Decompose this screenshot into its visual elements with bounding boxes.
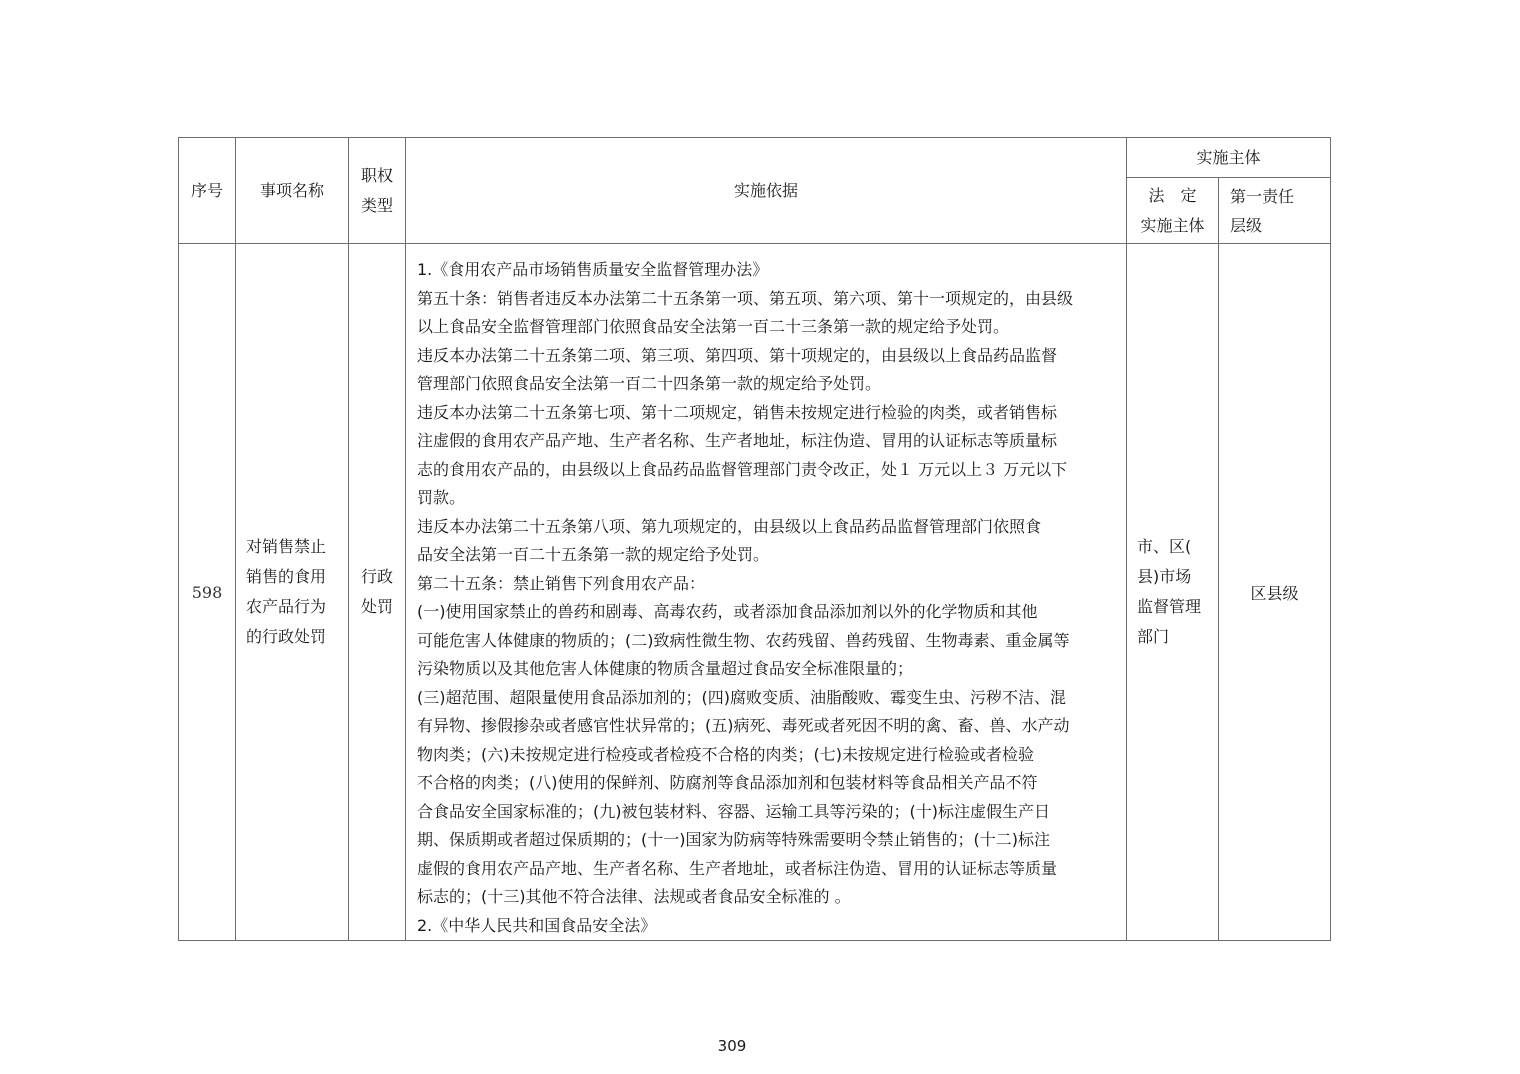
row-first-level: 区县级 xyxy=(1219,244,1331,941)
basis-line: 品安全法第一百二十五条第一款的规定给予处罚。 xyxy=(417,545,770,564)
header-seq: 序号 xyxy=(179,138,236,244)
basis-line: 管理部门依照食品安全法第一百二十四条第一款的规定给予处罚。 xyxy=(417,374,882,393)
header-subject-group: 实施主体 xyxy=(1127,138,1331,178)
row-legal-subject-line: 县)市场 xyxy=(1137,567,1192,586)
basis-line: 污染物质以及其他危害人体健康的物质含量超过食品安全标准限量的； xyxy=(417,659,914,678)
basis-line: 第五十条：销售者违反本办法第二十五条第一项、第五项、第六项、第十一项规定的，由县级 xyxy=(417,288,1074,308)
row-seq: 598 xyxy=(179,244,236,941)
basis-line: 有异物、掺假掺杂或者感官性状异常的；(五)病死、毒死或者死因不明的禽、畜、兽、水产动 xyxy=(417,716,1070,735)
row-legal-subject-line: 部门 xyxy=(1137,627,1170,646)
header-first-level xyxy=(1219,178,1331,244)
basis-line: 标志的；(十三)其他不符合法律、法规或者食品安全标准的 。 xyxy=(417,887,851,906)
header-power-type xyxy=(349,138,406,244)
basis-line: 第二十五条：禁止销售下列食用农产品： xyxy=(417,573,706,593)
basis-line: 罚款。 xyxy=(417,488,466,507)
basis-line: 合食品安全国家标准的；(九)被包装材料、容器、运输工具等污染的；(十)标注虚假生产日 xyxy=(417,801,1050,821)
row-power-type-line: 处罚 xyxy=(360,597,393,616)
row-power-type-line: 行政 xyxy=(360,567,393,586)
basis-line: 违反本办法第二十五条第八项、第九项规定的，由县级以上食品药品监督管理部门依照食 xyxy=(417,516,1042,536)
basis-line: 2.《中华人民共和国食品安全法》 xyxy=(417,915,657,935)
basis-line: 不合格的肉类；(八)使用的保鲜剂、防腐剂等食品添加剂和包装材料等食品相关产品不符 xyxy=(417,773,1038,792)
row-item-name-line: 农产品行为 xyxy=(246,597,327,616)
header-basis: 实施依据 xyxy=(406,138,1127,244)
header-legal-subject-line1: 法 定 xyxy=(1148,185,1197,205)
basis-line: 违反本办法第二十五条第七项、第十二项规定，销售未按规定进行检验的肉类，或者销售标 xyxy=(417,402,1058,422)
row-legal-subject-line: 市、区( xyxy=(1137,537,1192,556)
row-basis xyxy=(406,244,1127,941)
basis-line: 以上食品安全监督管理部门依照食品安全法第一百二十三条第一款的规定给予处罚。 xyxy=(417,317,1010,336)
header-power-type-line2: 类型 xyxy=(360,195,393,215)
basis-line: 志的食用农产品的，由县级以上食品药品监督管理部门责令改正，处１ 万元以上３ 万元以下 xyxy=(417,459,1068,479)
basis-line: (三)超范围、超限量使用食品添加剂的；(四)腐败变质、油脂酸败、霉变生虫、污秽不洁、混 xyxy=(417,687,1066,707)
basis-line: 物肉类；(六)未按规定进行检疫或者检疫不合格的肉类；(七)未按规定进行检验或者检验 xyxy=(417,744,1034,764)
row-legal-subject xyxy=(1127,244,1219,941)
page-number: 309 xyxy=(717,1037,747,1055)
table-row xyxy=(179,244,1331,941)
header-power-type-line1: 职权 xyxy=(360,165,393,185)
basis-line: 期、保质期或者超过保质期的；(十一)国家为防病等特殊需要明令禁止销售的；(十二)标注 xyxy=(417,830,1050,849)
row-legal-subject-line: 监督管理 xyxy=(1137,597,1202,616)
enforcement-table xyxy=(178,137,1331,941)
row-item-name-line: 的行政处罚 xyxy=(246,627,327,646)
row-item-name-line: 对销售禁止 xyxy=(246,537,327,556)
basis-line: 虚假的食用农产品产地、生产者名称、生产者地址，或者标注伪造、冒用的认证标志等质量 xyxy=(417,858,1058,878)
header-item-name: 事项名称 xyxy=(236,138,349,244)
header-legal-subject xyxy=(1127,178,1219,244)
basis-line: (一)使用国家禁止的兽药和剧毒、高毒农药，或者添加食品添加剂以外的化学物质和其他 xyxy=(417,602,1038,621)
basis-line: 可能危害人体健康的物质的；(二)致病性微生物、农药残留、兽药残留、生物毒素、重金属等 xyxy=(417,630,1070,650)
header-legal-subject-line2: 实施主体 xyxy=(1140,215,1205,235)
row-item-name-line: 销售的食用 xyxy=(246,567,327,586)
header-first-level-line1: 第一责任 xyxy=(1230,186,1295,206)
basis-line: 1.《食用农产品市场销售质量安全监督管理办法》 xyxy=(417,260,769,279)
header-first-level-line2: 层级 xyxy=(1230,215,1263,235)
basis-line: 违反本办法第二十五条第二项、第三项、第四项、第十项规定的，由县级以上食品药品监督 xyxy=(417,345,1058,365)
row-power-type xyxy=(349,244,406,941)
row-item-name xyxy=(236,244,349,941)
basis-line: 注虚假的食用农产品产地、生产者名称、生产者地址，标注伪造、冒用的认证标志等质量标 xyxy=(417,431,1058,450)
